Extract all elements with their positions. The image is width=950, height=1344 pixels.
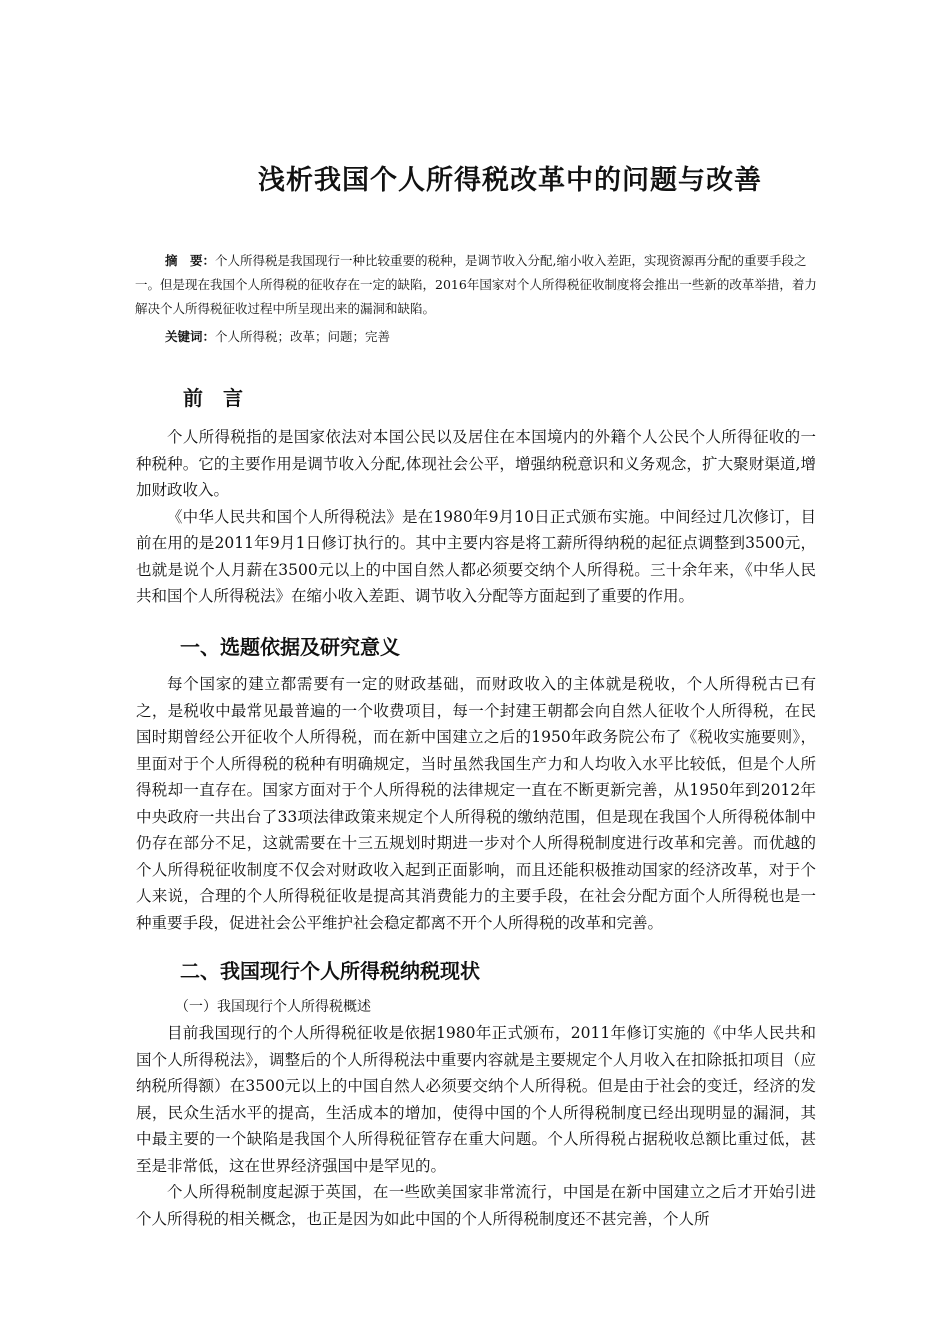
keywords <box>165 325 390 349</box>
keywords-label: 关键词： <box>165 329 216 344</box>
section1-heading: 一、选题依据及研究意义 <box>180 635 400 659</box>
document-title: 浅析我国个人所得税改革中的问题与改善 <box>258 165 762 196</box>
preface-heading: 前言 <box>183 386 263 410</box>
section2-paragraph-1: 目前我国现行的个人所得税征收是依据1980年正式颁布，2011年修订实施的《中华人民共和国个人所得税法》，调整后的个人所得税法中重要内容就是主要规定个人月收入在扣除抵扣项目（应纳税所得额）在3500元以上的中国自然人必须要交纳个人所得税。但是由于社会的变迁，经济的发展，民众生活水平的提高，生活成本的增加，使得中国的个人所得税制度已经出现明显的漏洞，其中最主要的一个缺陷是我国个人所得税征管存在重大问题。个人所得税占据税收总额比重过低，甚至是非常低，这在世界经济强国中是罕见的。 <box>136 1024 816 1175</box>
section1-body <box>136 671 816 936</box>
section2-subheading: （一）我国现行个人所得税概述 <box>175 999 371 1015</box>
preface-paragraph-2: 《中华人民共和国个人所得税法》是在1980年9月10日正式颁布实施。中间经过几次修订，目前在用的是2011年9月1日修订执行的。其中主要内容是将工薪所得纳税的起征点调整到3500元，也就是说个人月薪在3500元以上的中国自然人都必须要交纳个人所得税。三十余年来，《中华人民共和国个人所得税法》在缩小收入差距、调节收入分配等方面起到了重要的作用。 <box>136 507 816 605</box>
section2-paragraph-2: 个人所得税制度起源于英国，在一些欧美国家非常流行，中国是在新中国建立之后才开始引进个人所得税的相关概念，也正是因为如此中国的个人所得税制度还不甚完善，个人所 <box>136 1183 816 1228</box>
section2-heading: 二、我国现行个人所得税纳税现状 <box>180 959 480 983</box>
abstract <box>135 249 825 321</box>
section2-body <box>136 1020 816 1232</box>
keywords-text: 个人所得税；改革；问题；完善 <box>215 329 391 344</box>
section1-paragraph-1: 每个国家的建立都需要有一定的财政基础，而财政收入的主体就是税收，个人所得税古已有之，是税收中最常见最普遍的一个收费项目，每一个封建王朝都会向自然人征收个人所得税，在民国时期曾经公开征收个人所得税，而在新中国建立之后的1950年政务院公布了《税收实施要则》，里面对于个人所得税的税种有明确规定，当时虽然我国生产力和人均收入水平比较低，但是个人所得税却一直存在。国家方面对于个人所得税的法律规定一直在不断更新完善，从1950年到2012年中央政府一共出台了33项法律政策来规定个人所得税的缴纳范围，但是现在我国个人所得税体制中仍存在部分不足，这就需要在十三五规划时期进一步对个人所得税制度进行改革和完善。而优越的个人所得税征收制度不仅会对财政收入起到正面影响，而且还能积极推动国家的经济改革，对于个人来说，合理的个人所得税征收是提高其消费能力的主要手段，在社会分配方面个人所得税也是一种重要手段，促进社会公平维护社会稳定都离不开个人所得税的改革和完善。 <box>136 675 816 932</box>
abstract-label: 摘 要： <box>165 253 216 268</box>
abstract-text: 个人所得税是我国现行一种比较重要的税种，是调节收入分配,缩小收入差距，实现资源再分配的重要手段之一。但是现在我国个人所得税的征收存在一定的缺陷，2016年国家对个人所得税征收制度将会推出一些新的改革举措，着力解决个人所得税征收过程中所呈现出来的漏洞和缺陷。 <box>135 253 817 316</box>
preface-paragraph-1: 个人所得税指的是国家依法对本国公民以及居住在本国境内的外籍个人公民个人所得征收的一种税种。它的主要作用是调节收入分配,体现社会公平，增强纳税意识和义务观念，扩大聚财渠道,增加财政收入。 <box>136 428 816 499</box>
preface-body <box>136 424 816 610</box>
